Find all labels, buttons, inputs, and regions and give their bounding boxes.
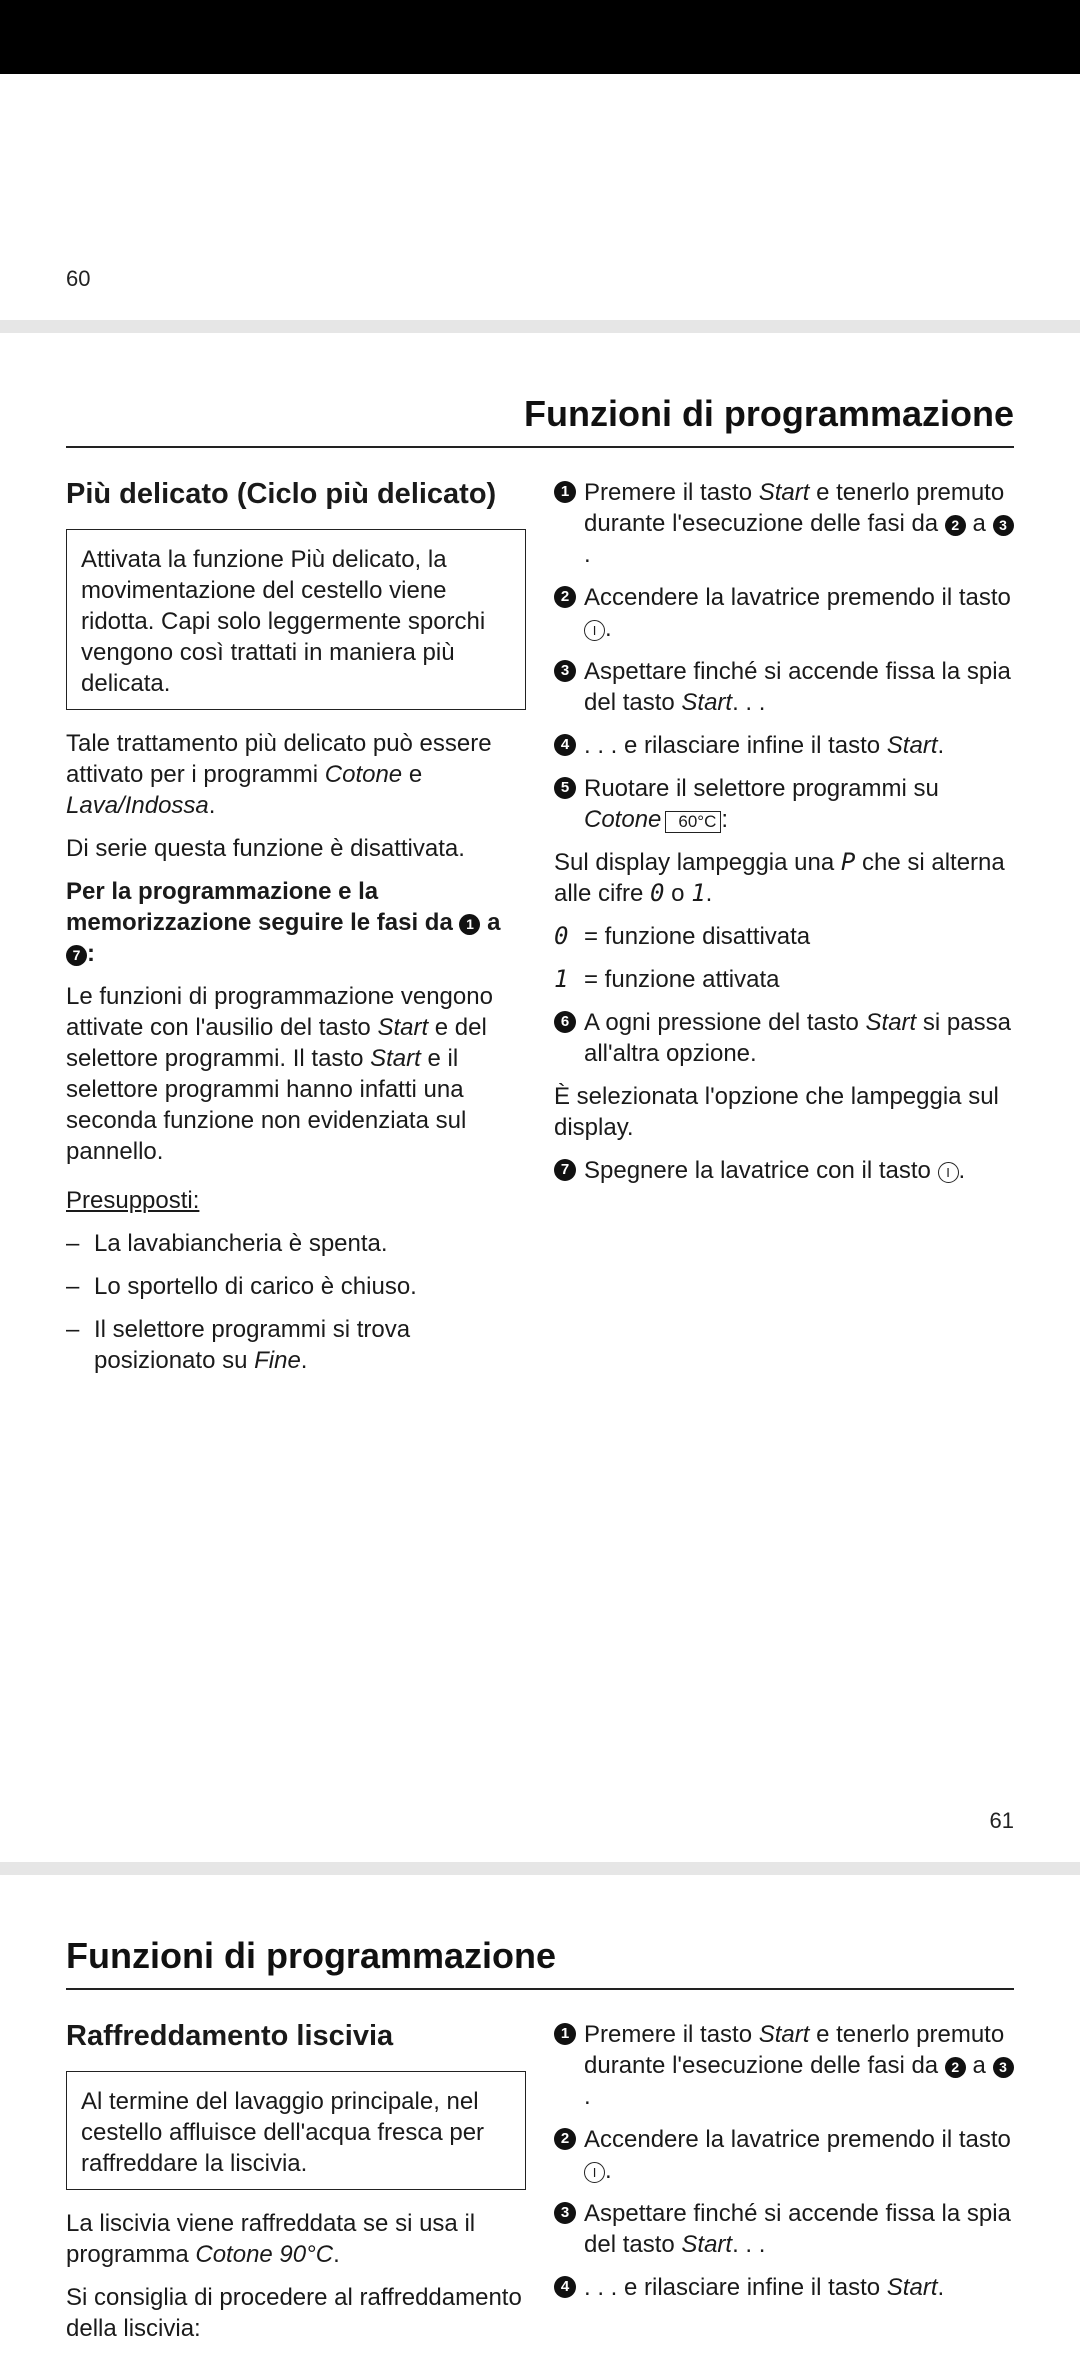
page-title: Funzioni di programmazione [523, 393, 1014, 434]
info-box-text: Al termine del lavaggio principale, nel cestello affluisce dell'acqua fresca per raffreddare la liscivia. [81, 2088, 485, 2177]
title-rule [66, 446, 1014, 448]
temperature-symbol-icon: 60°C [665, 811, 721, 833]
left-column [66, 2019, 526, 2356]
step-number-icon: 2 [945, 515, 966, 536]
paragraph: Le funzioni di programmazione vengono attivate con l'ausilio del tasto Start e del selettore programmi. Il tasto Start e il selettore programmi hanno infatti una seconda funzione non evidenziata sul pannello. [66, 983, 493, 1165]
step-number-icon: 4 [554, 734, 576, 756]
step-number-icon: 2 [554, 586, 576, 608]
page-number: 60 [66, 266, 91, 291]
info-box-text: Attivata la funzione Più delicato, la movimentazione del cestello viene ridotta. Capi solo leggermente sporchi vengono così trattati in maniera più delicata. [81, 546, 486, 697]
step-number-icon: 2 [554, 2128, 576, 2150]
step-number-icon: 3 [993, 2057, 1014, 2078]
step-number-icon: 2 [945, 2057, 966, 2078]
prerequisites-label: Presupposti: [66, 1187, 200, 1214]
page-title: Funzioni di programmazione [66, 1935, 557, 1976]
info-box [66, 529, 526, 710]
step-number-icon: 7 [554, 1159, 576, 1181]
subheading: Per la programmazione e la memorizzazione seguire le fasi da 1 a 7 : [66, 878, 501, 967]
step-number-icon: 3 [993, 515, 1014, 536]
list-item: – Lo sportello di carico è chiuso. [66, 1271, 526, 1302]
step-number-icon: 3 [554, 2202, 576, 2224]
step-3: 3 Aspettare finché si accende fissa la spia del tasto Start. . . [554, 656, 1014, 718]
info-box [66, 2071, 526, 2190]
paragraph: Sul display lampeggia una P che si alterna alle cifre 0 o 1. [554, 848, 1005, 907]
page-number: 61 [989, 1808, 1014, 1833]
step-number-icon: 1 [554, 481, 576, 503]
step-number-icon: 5 [554, 777, 576, 799]
step-5: 5 Ruotare il selettore programmi su Cotone 60°C : [554, 773, 1014, 835]
step-number-icon: 4 [554, 2276, 576, 2298]
left-column [66, 477, 526, 1388]
value-row: 1 = funzione attivata [554, 965, 780, 993]
paragraph: Si consiglia di procedere al raffreddamento della liscivia: [66, 2284, 522, 2342]
step-2: 2 Accendere la lavatrice premendo il tasto I . [554, 582, 1014, 644]
page-separator [0, 320, 1080, 333]
power-icon: I [938, 1162, 959, 1183]
power-icon: I [584, 620, 605, 641]
power-icon: I [584, 2162, 605, 2183]
step-number-icon: 7 [66, 945, 87, 966]
value-row: 0 = funzione disattivata [554, 922, 811, 950]
paragraph: La liscivia viene raffreddata se si usa il programma Cotone 90°C. [66, 2210, 476, 2268]
step-number-icon: 1 [459, 914, 480, 935]
step-7: 7 Spegnere la lavatrice con il tasto I . [554, 1155, 1014, 1186]
step-1: 1 Premere il tasto Start e tenerlo premuto durante l'esecuzione delle fasi da 2 a 3. [554, 2019, 1014, 2112]
paragraph: È selezionata l'opzione che lampeggia sul display. [554, 1083, 999, 1141]
step-3: 3 Aspettare finché si accende fissa la spia del tasto Start. . . [554, 2198, 1014, 2260]
page-60 [0, 74, 1080, 320]
status-bar [0, 0, 1080, 74]
step-number-icon: 6 [554, 1011, 576, 1033]
list-item: – Il selettore programmi si trova posizionato su Fine. [66, 1314, 526, 1376]
step-number-icon: 3 [554, 660, 576, 682]
step-6: 6 A ogni pressione del tasto Start si passa all'altra opzione. [554, 1007, 1014, 1069]
page-separator [0, 1862, 1080, 1875]
step-4: 4 . . . e rilasciare infine il tasto Start. [554, 2272, 1014, 2303]
step-4: 4 . . . e rilasciare infine il tasto Start. [554, 730, 1014, 761]
step-1: 1 Premere il tasto Start e tenerlo premuto durante l'esecuzione delle fasi da 2 a 3. [554, 477, 1014, 570]
right-column [554, 477, 1014, 1198]
right-column [554, 2019, 1014, 2315]
title-rule [66, 1988, 1014, 1990]
step-number-icon: 1 [554, 2023, 576, 2045]
section-heading: Raffreddamento liscivia [66, 2020, 394, 2052]
paragraph: Tale trattamento più delicato può essere attivato per i programmi Cotone e Lava/Indossa. [66, 730, 492, 819]
list-item: – La lavabiancheria è spenta. [66, 1228, 526, 1259]
step-2: 2 Accendere la lavatrice premendo il tasto I . [554, 2124, 1014, 2186]
section-heading: Più delicato (Ciclo più delicato) [66, 478, 497, 510]
paragraph: Di serie questa funzione è disattivata. [66, 835, 465, 862]
